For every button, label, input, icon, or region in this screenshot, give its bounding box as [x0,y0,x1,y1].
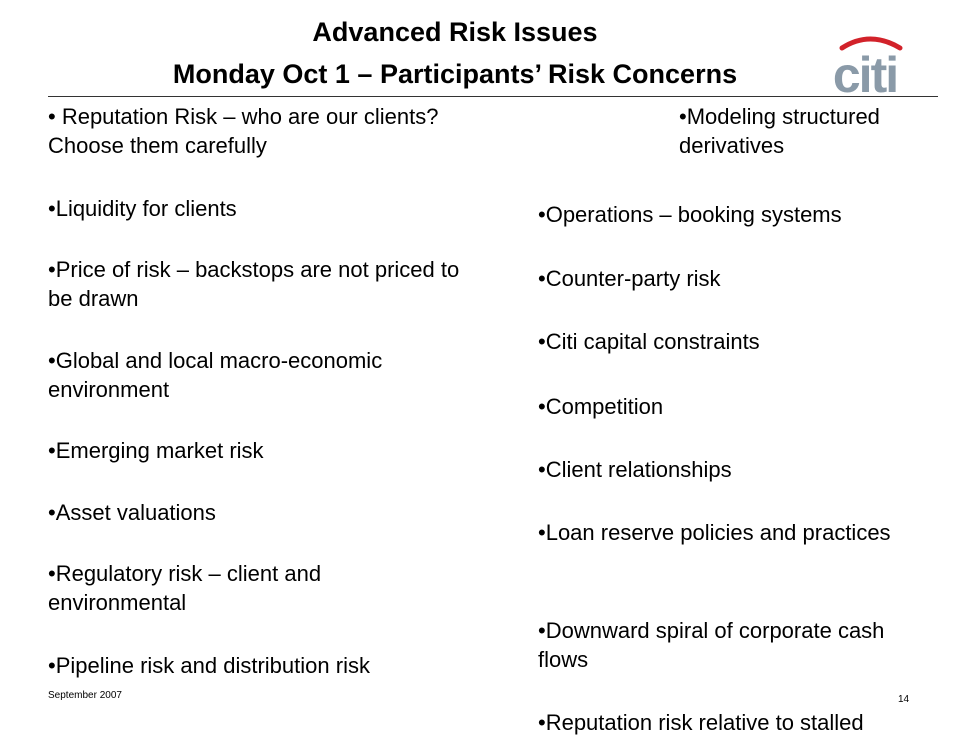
left-bullet-6: •Asset valuations [48,500,216,525]
right-bullet-4: •Citi capital constraints [538,329,760,354]
left-bullet-3: •Price of risk – backstops are not priced to be drawn [48,257,460,311]
slide-title-line2: Monday Oct 1 – Participants’ Risk Concerns [172,59,738,89]
right-bullet-7: •Loan reserve policies and practices [538,520,891,545]
slide-title-line1: Advanced Risk Issues [312,17,598,47]
right-bullet-5: •Competition [538,394,664,419]
left-bullet-4: •Global and local macro-economic environment [48,348,383,402]
left-bullet-2: •Liquidity for clients [48,196,237,221]
logo-text: citi [832,47,898,96]
citi-logo [820,34,910,96]
title-rule [48,96,938,97]
right-bullet-1: •Modeling structured derivatives [679,104,880,158]
right-bullet-3: •Counter-party risk [538,266,721,291]
left-bullet-7: •Regulatory risk – client and environmental [48,561,322,615]
right-bullet-2: •Operations – booking systems [538,202,842,227]
right-bullet-9: •Reputation risk relative to stalled [538,710,864,735]
right-bullet-8: •Downward spiral of corporate cash flows [538,618,885,672]
left-bullet-8: •Pipeline risk and distribution risk [48,653,370,678]
left-bullet-5: •Emerging market risk [48,438,264,463]
left-bullet-1: • Reputation Risk – who are our clients? Choose them carefully [48,104,439,158]
footer-date: September 2007 [48,690,122,701]
right-bullet-6: •Client relationships [538,457,732,482]
page-number: 14 [898,694,910,705]
